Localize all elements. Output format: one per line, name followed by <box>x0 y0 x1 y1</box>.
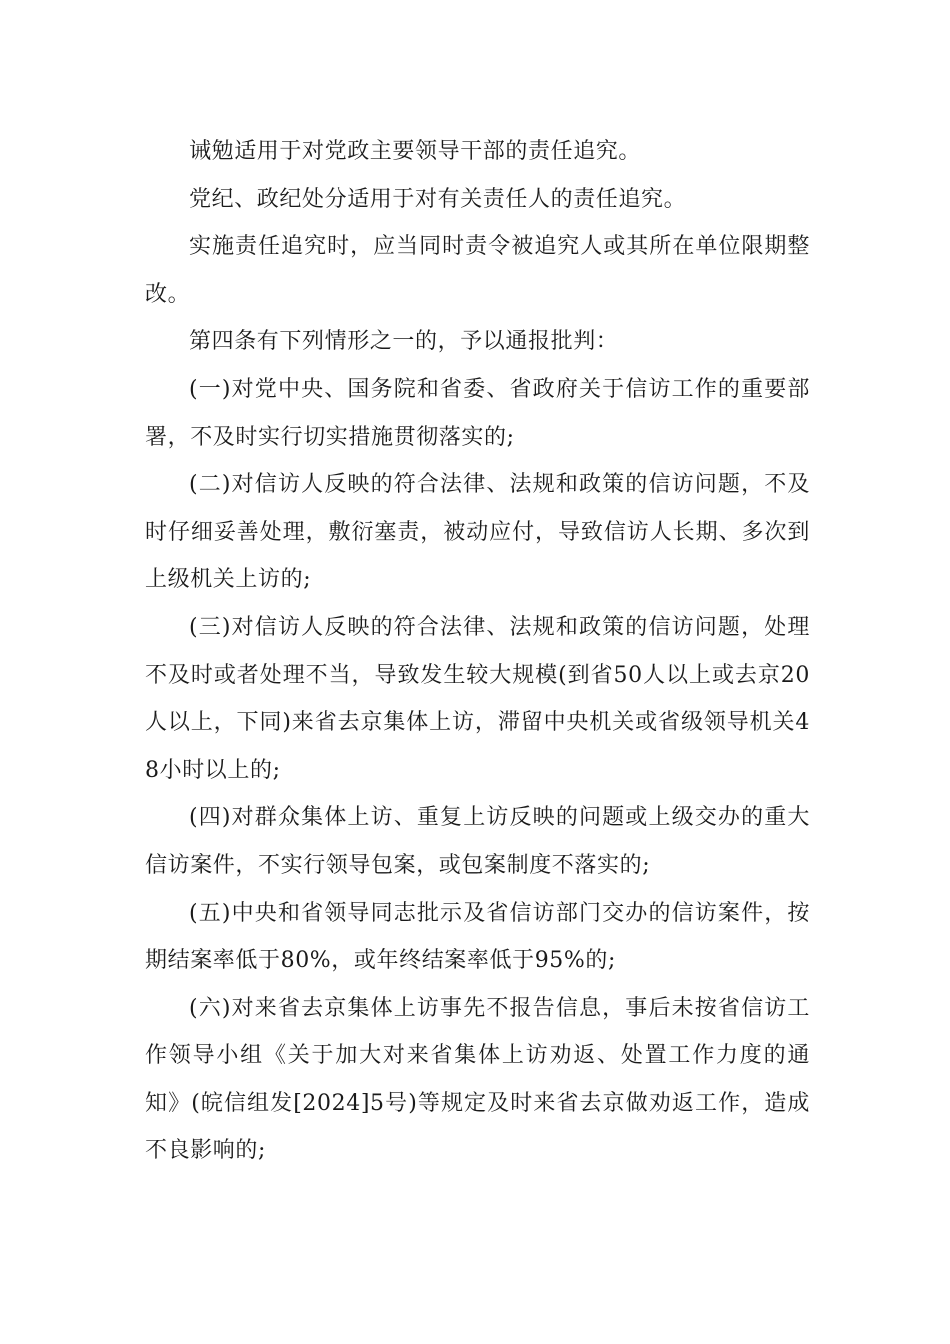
document-body <box>145 128 810 1175</box>
paragraph-rectification: 实施责任追究时，应当同时责令被追究人或其所在单位限期整改。 <box>145 234 810 307</box>
list-item-6: (六)对来省去京集体上访事先不报告信息，事后未按省信访工作领导小组《关于加大对来省集体上访劝返、处置工作力度的通知》(皖信组发[2024]5号)等规定及时来省去京做劝返工作，造成不良影响的; <box>145 995 810 1164</box>
paragraph-admonishment: 诫勉适用于对党政主要领导干部的责任追究。 <box>189 139 642 164</box>
list-item-1: (一)对党中央、国务院和省委、省政府关于信访工作的重要部署，不及时实行切实措施贯彻落实的; <box>145 376 810 450</box>
list-item-2: (二)对信访人反映的符合法律、法规和政策的信访问题，不及时仔细妥善处理，敷衍塞责，被动应付，导致信访人长期、多次到上级机关上访的; <box>145 472 810 593</box>
list-item-3: (三)对信访人反映的符合法律、法规和政策的信访问题，处理不及时或者处理不当，导致发生较大规模(到省50人以上或去京20人以上，下同)来省去京集体上访，滞留中央机关或省级领导机关48小时以上的; <box>145 614 810 783</box>
paragraph-disciplinary-sanction: 党纪、政纪处分适用于对有关责任人的责任追究。 <box>189 186 687 212</box>
paragraph-article-four: 第四条有下列情形之一的，予以通报批判： <box>189 329 619 355</box>
list-item-5: (五)中央和省领导同志批示及省信访部门交办的信访案件，按期结案率低于80%，或年终结案率低于95%的; <box>145 900 810 974</box>
list-item-4: (四)对群众集体上访、重复上访反映的问题或上级交办的重大信访案件，不实行领导包案，或包案制度不落实的; <box>145 805 810 878</box>
